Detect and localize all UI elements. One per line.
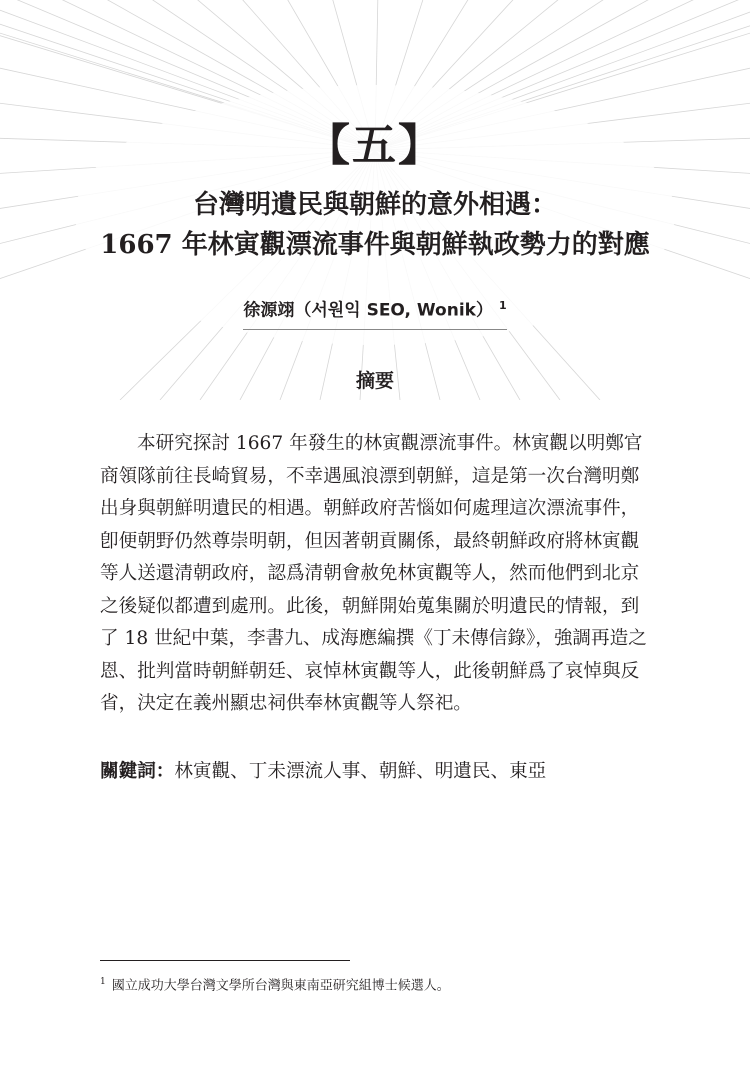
title-line-2: 1667 年林寅觀漂流事件與朝鮮執政勢力的對應 — [100, 230, 650, 260]
chapter-number: 【五】 — [306, 120, 444, 171]
author-underline — [243, 292, 506, 330]
abstract-line: 本研究探討 1667 年發生的林寅觀漂流事件。林寅觀以明鄭官 — [137, 433, 643, 454]
footnote-mark: 1 — [100, 977, 106, 987]
abstract-line: 恩、批判當時朝鮮朝廷、哀悼林寅觀等人，此後朝鮮爲了哀悼與反 — [100, 660, 640, 682]
author-footnote-ref[interactable]: 1 — [498, 299, 507, 312]
abstract-heading: 摘要 — [355, 370, 394, 392]
abstract-body — [100, 428, 665, 721]
paper-title — [0, 185, 750, 265]
footnote-text: 國立成功大學台灣文學所台灣與東南亞研究組博士候選人。 — [111, 978, 450, 994]
footnote-divider — [100, 960, 350, 961]
author-name: 徐源翊（서원익 SEO, Wonik） — [243, 300, 493, 321]
abstract-line: 卽便朝野仍然尊崇明朝，但因著朝貢關係，最終朝鮮政府將林寅觀 — [100, 530, 640, 552]
keywords-text: 林寅觀、丁未漂流人事、朝鮮、明遺民、東亞 — [174, 761, 547, 782]
footnote — [100, 972, 665, 996]
abstract-line: 等人送還清朝政府，認爲清朝會赦免林寅觀等人，然而他們到北京 — [100, 563, 640, 584]
keywords-label: 關鍵詞： — [100, 761, 175, 782]
abstract-line: 出身與朝鮮明遺民的相遇。朝鮮政府苦惱如何處理這次漂流事件， — [100, 498, 640, 519]
abstract-line: 了 18 世紀中葉，李書九、成海應編撰《丁未傳信錄》，強調再造之 — [100, 628, 647, 649]
abstract-line: 商領隊前往長崎貿易，不幸遇風浪漂到朝鮮，這是第一次台灣明鄭 — [100, 465, 640, 487]
title-line-1: 台灣明遺民與朝鮮的意外相遇： — [192, 190, 557, 220]
abstract-line: 省，決定在義州顯忠祠供奉林寅觀等人祭祀。 — [100, 693, 472, 714]
keywords — [100, 758, 665, 786]
abstract-line: 之後疑似都遭到處刑。此後，朝鮮開始蒐集關於明遺民的情報，到 — [100, 595, 640, 617]
author-line — [0, 292, 750, 330]
